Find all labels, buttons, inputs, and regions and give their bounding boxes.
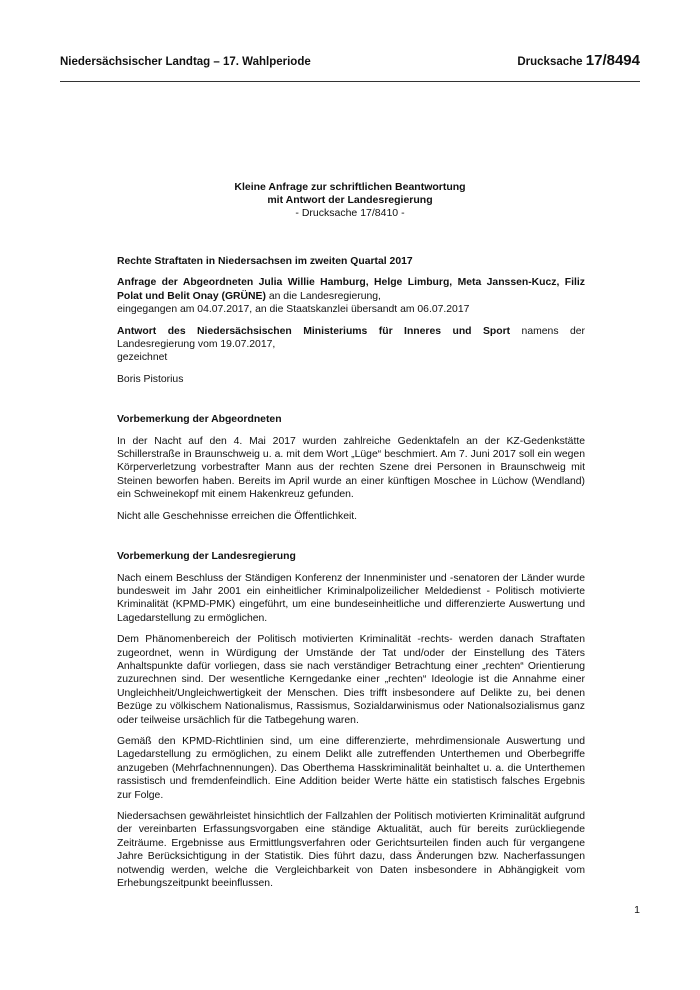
inquiry-paragraph — [117, 276, 585, 303]
title-block — [0, 181, 700, 220]
prelim-deputies-paragraph: Nicht alle Geschehnisse erreichen die Öffentlichkeit. — [117, 510, 358, 522]
subject-heading: Rechte Straftaten in Niedersachsen im zweiten Quartal 2017 — [117, 256, 413, 267]
document-body — [117, 255, 585, 890]
page-number: 1 — [634, 904, 640, 916]
prelim-government-heading: Vorbemerkung der Landesregierung — [117, 551, 296, 563]
answer-date: namens der Landesregierung vom 19.07.2017, — [117, 325, 585, 351]
inquiry-dates: eingegangen am 04.07.2017, an die Staatskanzlei übersandt am 06.07.2017 — [117, 304, 470, 316]
signatory-name: Boris Pistorius — [117, 373, 184, 385]
title-line-3: - Drucksache 17/8410 - — [295, 207, 405, 219]
prelim-deputies-paragraph: In der Nacht auf den 4. Mai 2017 wurden zahlreiche Gedenktafeln an der KZ-Gedenkstätte Schillerstraße in Braunschweig u. a. mit dem Wort „Lüge“ beschmiert. Am 7. Juni 2017 soll ein wegen Körperverletzung vorbestrafter Mann aus der rechten Szene drei Personen in Braunschweig mit Steinen beworfen haben. Bereits im April wurde an einer künftigen Moschee in Lüchow (Wendland) ein Schweinekopf mit einem Hakenkreuz gefunden. — [117, 435, 585, 501]
answer-signed: gezeichnet — [117, 352, 168, 364]
page-header — [60, 52, 640, 72]
title-line-2: mit Antwort der Landesregierung — [267, 194, 433, 206]
inquiry-recipient: an die Landesregierung, — [265, 290, 381, 302]
answer-paragraph — [117, 325, 585, 352]
prelim-government-paragraph: Dem Phänomenbereich der Politisch motivierten Kriminalität -rechts- werden danach Straftaten zugeordnet, wenn in Würdigung der Umstände der Tat und/oder der Einstellung des Täters Anhaltspunkte dafür vorliegen, dass sie nach verständiger Betrachtung einer „rechten“ Orientierung zuzurechnen sind. Der wesentliche Kerngedanke einer „rechten“ Ideologie ist die Annahme einer Ungleichheit/Ungleichwertigkeit der Menschen. Dies trifft insbesondere auf Delikte zu, bei denen Bezüge zu völkischem Nationalismus, Rassismus, Sozialdarwinismus oder Nationalsozialismus ganz oder teilweise ursächlich für die Tatbegehung waren. — [117, 634, 585, 726]
answer-ministry: Antwort des Niedersächsischen Ministeriums für Inneres und Sport — [117, 325, 511, 337]
document-number-value: 17/8494 — [585, 52, 640, 69]
header-divider — [60, 81, 640, 82]
title-line-1: Kleine Anfrage zur schriftlichen Beantwortung — [234, 181, 466, 193]
prelim-government-paragraph: Nach einem Beschluss der Ständigen Konferenz der Innenminister und -senatoren der Länder wurde bundesweit im Jahr 2001 ein einheitlicher Kriminalpolizeilicher Meldedienst - Politisch motivierte Kriminalität (KPMD-PMK) eingeführt, um eine bundeseinheitliche und differenzierte Auswertung und Lagedarstellung zu ermöglichen. — [117, 572, 585, 624]
document-number: Drucksache 17/8494 — [517, 52, 640, 69]
prelim-government-paragraph: Gemäß den KPMD-Richtlinien sind, um eine differenzierte, mehrdimensionale Auswertung und Lagedarstellung zu ermöglichen, zu einem Delikt alle zutreffenden Unterthemen und Oberbegriffe anzugeben (Mehrfachnennungen). Das Oberthema Hasskriminalität beinhaltet u. a. die Unterthemen rassistisch und fremdenfeindlich. Eine Addition beider Werte hätte ein statistisch falsches Ergebnis zur Folge. — [117, 735, 585, 801]
inquiry-authors: Anfrage der Abgeordneten Julia Willie Hamburg, Helge Limburg, Meta Janssen-Kucz, Filiz Polat und Belit Onay (GRÜNE) — [117, 277, 585, 302]
prelim-government-paragraph: Niedersachsen gewährleistet hinsichtlich der Fallzahlen der Politisch motivierten Kriminalität aufgrund der vereinbarten Erfassungsvorgaben eine ständige Aktualität, auch für bereits zurückliegende Zeiträume. Ergebnisse aus Ermittlungsverfahren oder Gerichtsurteilen finden auch für vergangene Jahre Berücksichtigung in der Statistik. Dies führt dazu, dass Änderungen bzw. Nacherfassungen notwendig werden, welche die Vergleichbarkeit von Daten insbesondere in Abhängigkeit vom Erhebungszeitpunkt beeinflussen. — [117, 811, 585, 890]
prelim-deputies-heading: Vorbemerkung der Abgeordneten — [117, 414, 282, 426]
parliament-label: Niedersächsischer Landtag – 17. Wahlperiode — [60, 56, 311, 68]
